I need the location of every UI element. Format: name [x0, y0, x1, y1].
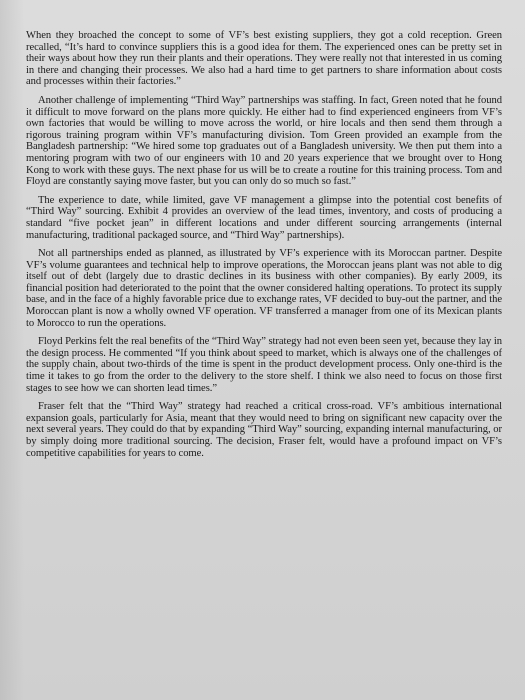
document-page [26, 30, 502, 690]
page-shadow [0, 0, 24, 700]
paragraph-design-process: Floyd Perkins felt the real benefits of the “Third Way” strategy had not even been seen yet, because they lay in the design process. He commented “If you think about speed to market, which is always one of the challenges of the supply chain, about two-thirds of the time is spent in the product development process. Only one-third is the time it takes to go from the order to the delivery to the store shelf. I think we also need to focus on those first stages to see how we can shorten lead times.” [26, 336, 502, 394]
paragraph-cross-road: Fraser felt that the “Third Way” strategy had reached a critical cross-road. VF’s ambitious international expansion goals, particularly for Asia, meant that they would need to bring on significant new capacity over the next several years. They could do that by expanding “Third Way” sourcing, expanding internal manufacturing, or by simply doing more traditional sourcing. The decision, Fraser felt, would have a profound impact on VF’s competitive capabilities for years to come. [26, 401, 502, 459]
paragraph-cost-benefits: The experience to date, while limited, gave VF management a glimpse into the potential cost benefits of “Third Way” sourcing. Exhibit 4 provides an overview of the lead times, inventory, and costs of producing a standard “five pocket jean” in different locations and under different sourcing arrangements (internal manufacturing, traditional packaged source, and “Third Way” partnerships). [26, 194, 502, 241]
paragraph-moroccan-partner: Not all partnerships ended as planned, as illustrated by VF’s experience with its Moroccan partner. Despite VF’s volume guarantees and technical help to improve operations, the Moroccan jeans plant was not able to dig itself out of debt (largely due to drastic declines in its business with other companies). By early 2009, its financial position had deteriorated to the point that the owner considered halting operations. To protect its supply base, and in the face of a highly favorable price due to exchange rates, VF decided to buy-out the partner, and the Moroccan plant is now a wholly owned VF operation. VF transferred a manager from one of its Mexican plants to Morocco to run the operations. [26, 248, 502, 329]
paragraph-supplier-reception: When they broached the concept to some of VF’s best existing suppliers, they got a cold reception. Green recalled, “It’s hard to convince suppliers this is a good idea for them. The experienced ones can be pretty set in their ways about how they run their plants and their operations. They were really not that interested in us coming in there and changing their processes. We also had a hard time to get partners to share information about costs and processes within their factories.” [26, 30, 502, 88]
paragraph-staffing-challenge: Another challenge of implementing “Third Way” partnerships was staffing. In fact, Green noted that he found it difficult to move forward on the plans more quickly. He either had to find experienced engineers from VF’s own factories that would be willing to move across the world, or hire locals and then send them through a rigorous training program within VF’s manufacturing division. Tom Green provided an example from the Bangladesh partnership: “We hired some top graduates out of a Bangladesh university. We then put them into a mentoring program with two of our engineers with 10 and 20 years experience that we brought over to Hong Kong to work with these guys. The next phase for us will be to create a routine for this training process. Tom and Floyd are constantly saying move faster, but you can only do so much so fast.” [26, 94, 502, 188]
